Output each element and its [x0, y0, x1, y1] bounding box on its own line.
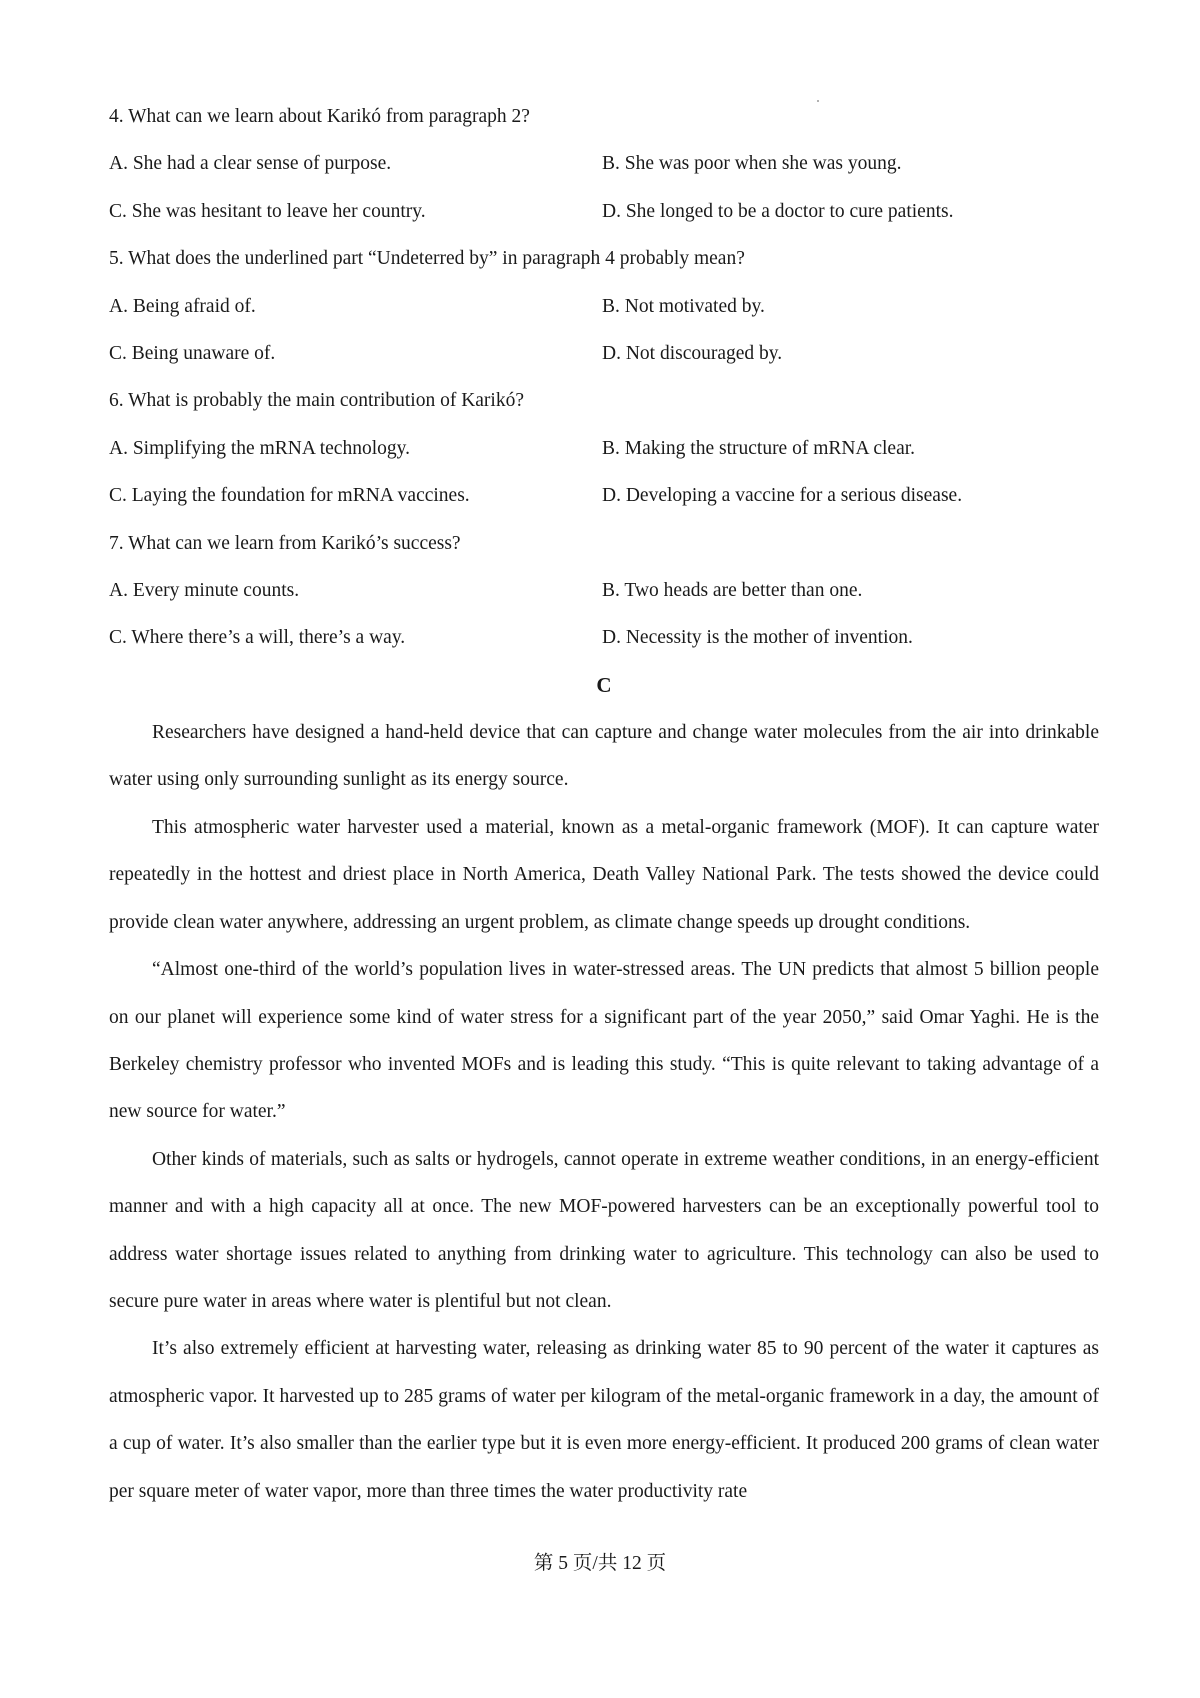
option-a: A. She had a clear sense of purpose. — [109, 153, 392, 175]
question-stem: 4. What can we learn about Karikó from paragraph 2? — [109, 106, 530, 127]
option-row — [109, 472, 1099, 519]
option-b: B. She was poor when she was young. — [602, 153, 902, 175]
question-stem: 6. What is probably the main contribution of Karikó? — [109, 390, 525, 412]
option-d: D. Developing a vaccine for a serious disease. — [602, 485, 963, 507]
question-stem: 5. What does the underlined part “Undeterred by” in paragraph 4 probably mean? — [109, 248, 745, 270]
option-c: C. Laying the foundation for mRNA vaccines. — [109, 485, 470, 507]
option-a: A. Being afraid of. — [109, 295, 256, 317]
section-heading: C — [596, 672, 612, 697]
question-7 — [109, 520, 1099, 662]
question-stem: 7. What can we learn from Karikó’s success? — [109, 532, 461, 554]
option-b: B. Two heads are better than one. — [602, 579, 863, 601]
option-c: C. She was hesitant to leave her country. — [109, 200, 426, 222]
option-row — [109, 614, 1099, 661]
option-row — [109, 425, 1099, 472]
option-row — [109, 567, 1099, 614]
question-5 — [109, 235, 1099, 377]
option-row — [109, 188, 1099, 235]
option-row — [109, 140, 1099, 187]
passage-paragraph: This atmospheric water harvester used a material, known as a metal-organic framework (MOF). It can capture water repeatedly in the hottest and driest place in North America, Death Valley National Park. The tests showed the device could provide clean water anywhere, addressing an urgent problem, as climate change speeds up drought conditions. — [109, 816, 1099, 933]
option-row — [109, 283, 1099, 330]
option-b: B. Not motivated by. — [602, 295, 765, 317]
option-b: B. Making the structure of mRNA clear. — [602, 437, 916, 459]
option-c: C. Where there’s a will, there’s a way. — [109, 627, 406, 649]
passage-paragraph: Other kinds of materials, such as salts or hydrogels, cannot operate in extreme weather conditions, in an energy-efficient manner and with a high capacity all at once. The new MOF-powered harvesters can be an exceptionally powerful tool to address water shortage issues related to anything from drinking water to agriculture. This technology can also be used to secure pure water in areas where water is plentiful but not clean. — [109, 1148, 1099, 1312]
question-6 — [109, 377, 1099, 519]
passage-paragraph: “Almost one-third of the world’s population lives in water-stressed areas. The UN predicts that almost 5 billion people on our planet will experience some kind of water stress for a significant part of the year 2050,” said Omar Yaghi. He is the Berkeley chemistry professor who invented MOFs and is leading this study. “This is quite relevant to taking advantage of a new source for water.” — [109, 959, 1099, 1123]
page-number-footer: 第 5 页/共 12 页 — [533, 1553, 667, 1574]
option-c: C. Being unaware of. — [109, 342, 276, 364]
option-d: D. She longed to be a doctor to cure patients. — [602, 200, 954, 222]
question-4 — [109, 93, 1099, 235]
option-a: A. Simplifying the mRNA technology. — [109, 437, 410, 459]
option-row — [109, 330, 1099, 377]
page-content — [109, 93, 1099, 1515]
passage-paragraph: Researchers have designed a hand-held device that can capture and change water molecules from the air into drinkable water using only surrounding sunlight as its energy source. — [109, 722, 1099, 791]
option-d: D. Necessity is the mother of invention. — [602, 627, 913, 649]
option-d: D. Not discouraged by. — [602, 342, 783, 364]
passage-paragraph: It’s also extremely efficient at harvesting water, releasing as drinking water 85 to 90 percent of the water it captures as atmospheric vapor. It harvested up to 285 grams of water per kilogram of the metal-organic framework in a day, the amount of a cup of water. It’s also smaller than the earlier type but it is even more energy-efficient. It produced 200 grams of clean water per square meter of water vapor, more than three times the water productivity rate — [109, 1338, 1099, 1502]
option-a: A. Every minute counts. — [109, 579, 300, 601]
